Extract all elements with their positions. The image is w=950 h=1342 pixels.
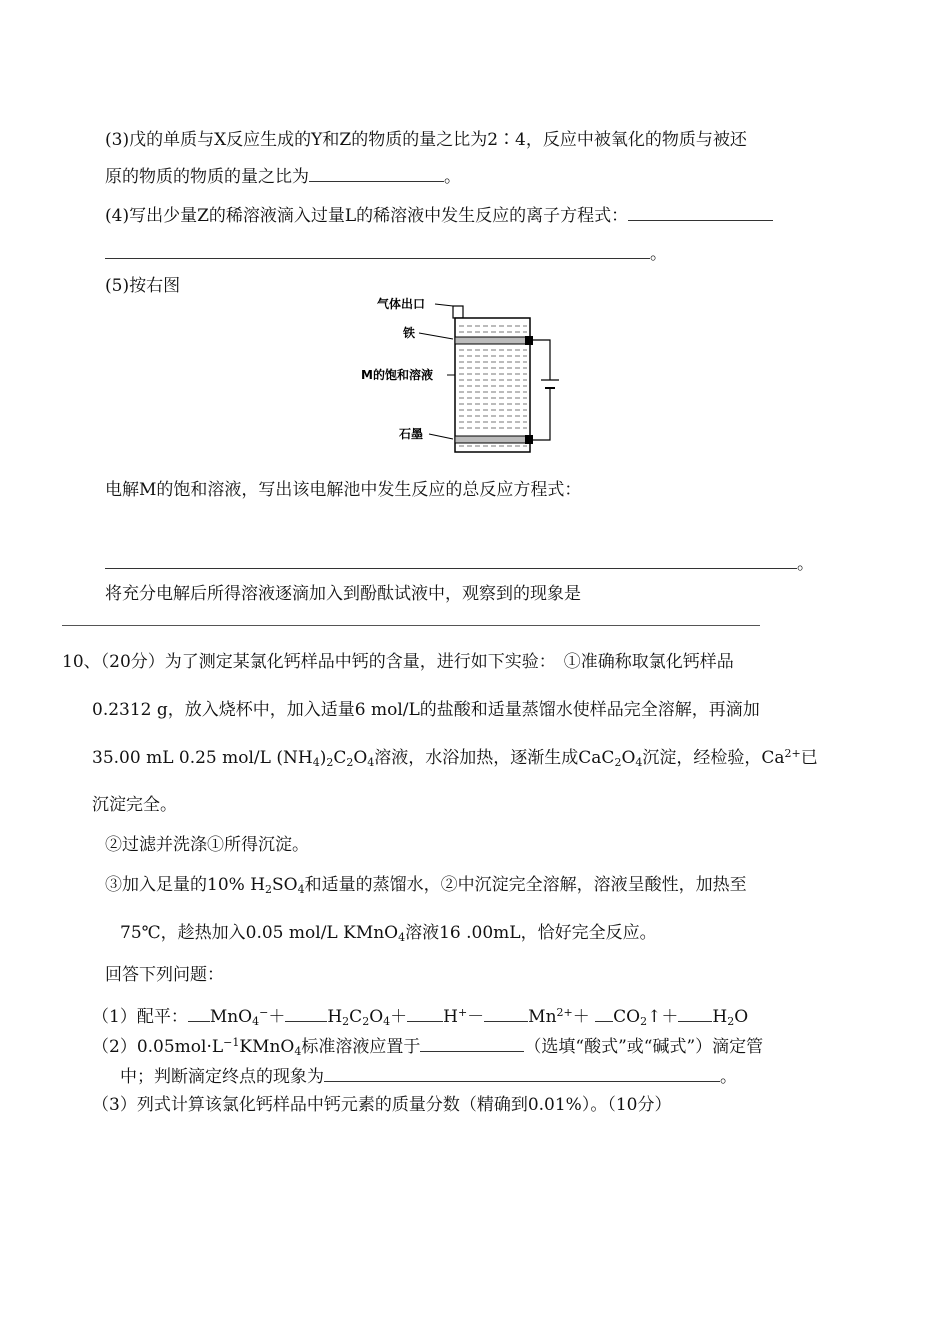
q10-step2: ②过滤并洗涤①所得沉淀。 xyxy=(105,835,309,855)
label-graphite: 石墨 xyxy=(399,427,424,441)
label-solution: M的饱和溶液 xyxy=(361,368,433,382)
q10-step3: ③加入足量的10% $H_2SO_4$和适量的蒸馏水，②中沉淀完全溶解，溶液呈酸性，加热至 xyxy=(105,875,747,896)
graphite-electrode xyxy=(455,436,527,443)
coef-blank-h2c2o4[interactable] xyxy=(285,1003,327,1022)
q10-answer-prompt: 回答下列问题： xyxy=(105,965,224,985)
q10-sub1-label: （1）配平： xyxy=(92,1007,188,1027)
q9-part5-label: (5)按右图 xyxy=(105,276,181,296)
q9-part5-answer-line xyxy=(105,550,814,576)
coef-blank-mn[interactable] xyxy=(484,1003,528,1022)
q10-line3: 35.00 mL 0.25 mol/L $(NH_4)_2C_2O_4$溶液，水浴加热，逐渐生成$CaC_2O_4$沉淀，经检验，$Ca^{2+}$已 xyxy=(92,747,818,769)
period: 。 xyxy=(797,554,814,574)
q9-part4-text: (4)写出少量Z的稀溶液滴入过量L的稀溶液中发生反应的离子方程式： xyxy=(105,206,629,226)
q10-line4: 沉淀完全。 xyxy=(92,795,177,815)
q9-part4-line1 xyxy=(105,202,773,228)
answer-blank-endpoint[interactable] xyxy=(324,1063,720,1082)
coef-blank-mno4[interactable] xyxy=(188,1003,210,1022)
coef-blank-co2[interactable] xyxy=(595,1003,613,1022)
q10-sub1-balance: （1）配平： $MnO_4^-+ H_2C_2O_4+ H^+- Mn^{2+}+$ $CO_2↑+ H_2O$ xyxy=(92,1003,748,1029)
label-gas-outlet: 气体出口 xyxy=(377,297,426,311)
q9-part5-text: 电解M的饱和溶液，写出该电解池中发生反应的总反应方程式： xyxy=(105,480,582,500)
answer-blank-burette-type[interactable] xyxy=(420,1033,524,1052)
q9-part5-observe: 将充分电解后所得溶液逐滴加入到酚酞试液中，观察到的现象是 xyxy=(105,584,581,604)
answer-blank-ion-equation-1[interactable] xyxy=(628,202,773,221)
q10-heading xyxy=(62,650,734,674)
q10-line2: 0.2312 g，放入烧杯中，加入适量6 mol/L的盐酸和适量蒸馏水使样品完全溶解，再滴加 xyxy=(92,700,760,720)
q10-sub3: （3）列式计算该氯化钙样品中钙元素的质量分数（精确到0.01%）。（10分） xyxy=(92,1095,672,1115)
q9-part3-line2 xyxy=(105,163,461,189)
q9-part3-line1: (3)戊的单质与X反应生成的Y和Z的物质的量之比为2∶4，反应中被氧化的物质与被还 xyxy=(105,130,747,150)
answer-blank-ion-equation-2[interactable] xyxy=(105,240,650,259)
answer-blank-phenomenon[interactable] xyxy=(62,625,760,626)
electrolysis-cell-diagram xyxy=(355,292,565,462)
q10-step1-text: ①准确称取氯化钙样品 xyxy=(563,652,734,672)
answer-blank-total-equation[interactable] xyxy=(105,550,797,569)
q9-part3-text: 原的物质的物质的量之比为 xyxy=(105,167,309,187)
period: 。 xyxy=(650,244,667,264)
label-iron: 铁 xyxy=(403,326,416,340)
q10-sub2-line1: $(2)0.05mol\cdot L^{-1}KMnO_4$标准溶液应置于 （选填“酸式”或“碱式”）滴定管 xyxy=(92,1033,763,1059)
q10-sub2-line2: 中；判断滴定终点的现象为 。 xyxy=(120,1063,737,1089)
q10-step3-line2: 75℃，趁热加入0.05 mol/L KMnO$_4$溶液16 .00mL，恰好完全反应。 xyxy=(120,923,657,944)
period: 。 xyxy=(444,167,461,187)
coef-blank-h[interactable] xyxy=(407,1003,443,1022)
q9-part4-line2 xyxy=(105,240,667,266)
iron-electrode xyxy=(455,337,527,344)
coef-blank-h2o[interactable] xyxy=(678,1003,712,1022)
answer-blank-ratio[interactable] xyxy=(309,163,444,182)
q10-head-text: 10、（20分）为了测定某氯化钙样品中钙的含量，进行如下实验： xyxy=(62,652,556,672)
